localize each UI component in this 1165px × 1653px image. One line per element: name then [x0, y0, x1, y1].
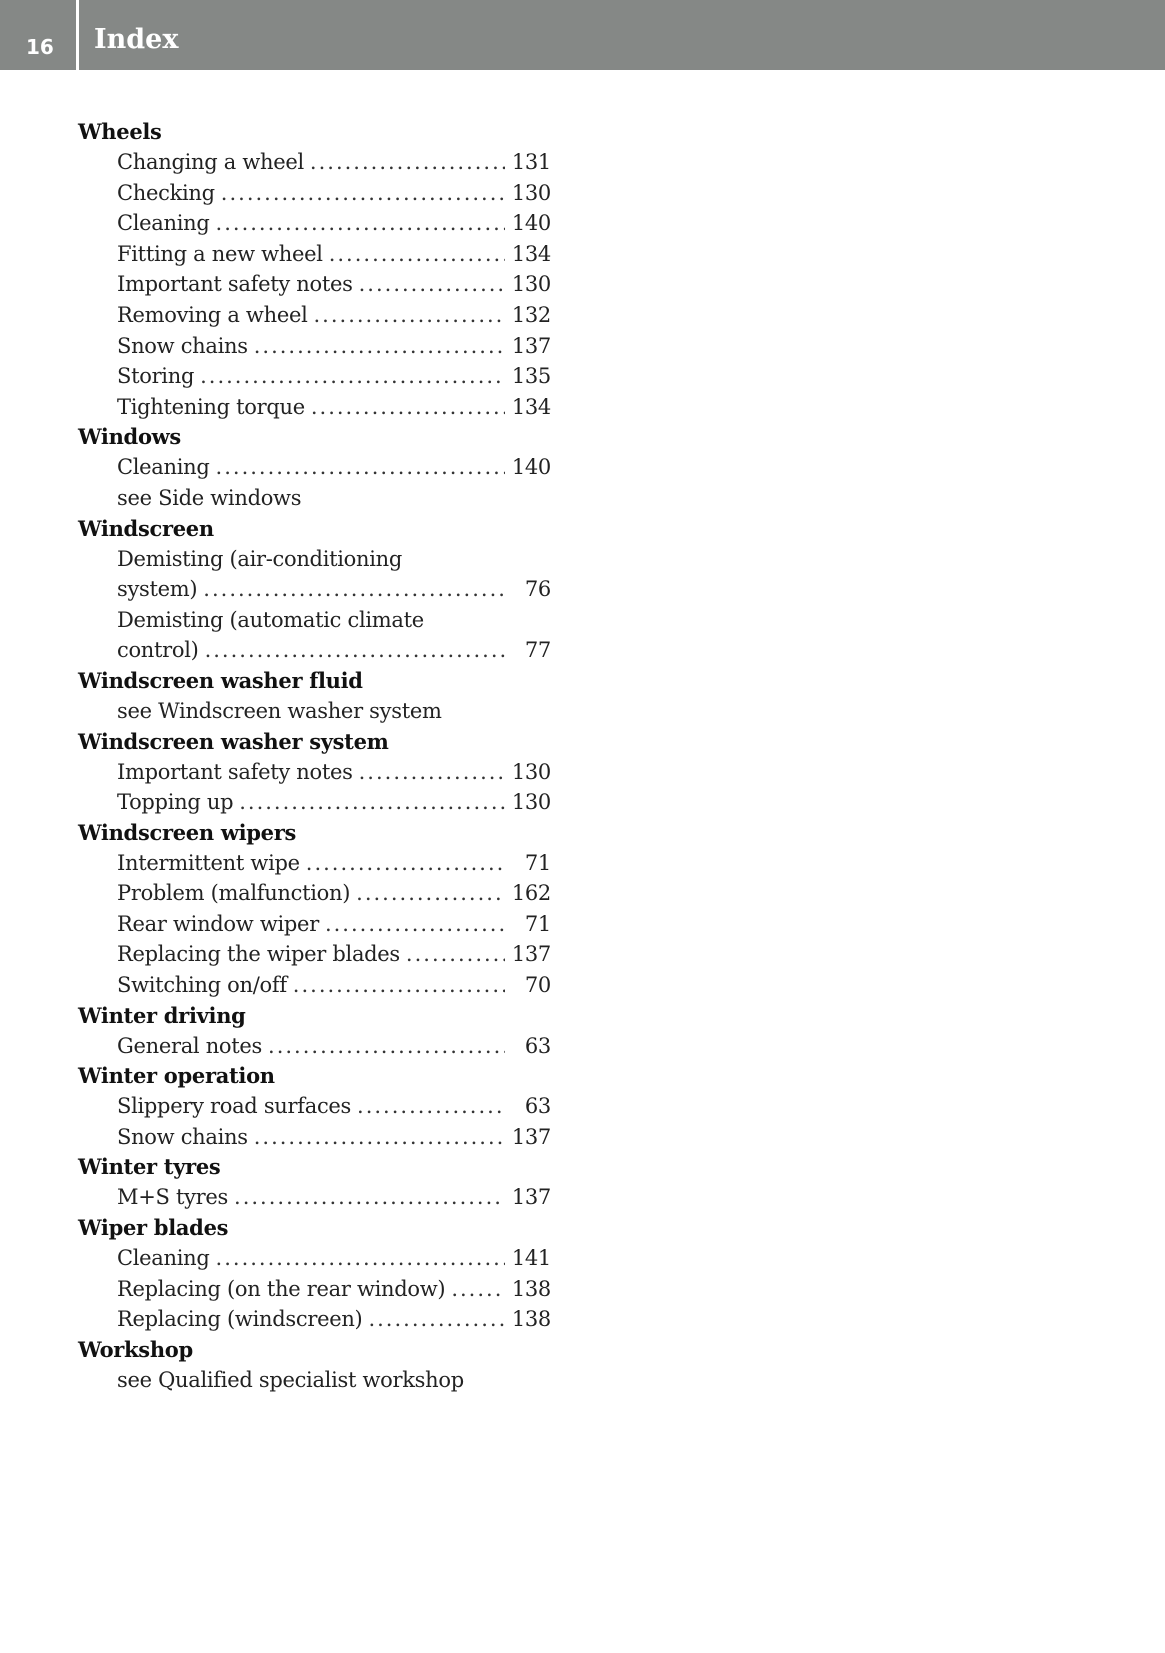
dot-leader — [314, 300, 506, 331]
index-subentry[interactable] — [78, 361, 551, 392]
index-heading: Wheels — [78, 119, 162, 144]
index-subentry[interactable] — [78, 1031, 551, 1062]
dot-leader — [293, 970, 505, 1001]
index-subentry[interactable] — [78, 269, 551, 300]
subentry-label: Changing a wheel — [117, 150, 304, 174]
page-reference[interactable]: 71 — [524, 850, 551, 875]
index-subentry[interactable] — [78, 1091, 551, 1122]
dot-leader — [216, 208, 505, 239]
dot-leader — [406, 939, 505, 970]
dot-leader — [234, 1182, 505, 1213]
index-heading: Winter tyres — [78, 1154, 221, 1180]
index-entry-windscreen-wipers — [78, 818, 551, 1001]
index-subentry[interactable] — [78, 1243, 551, 1274]
index-list — [78, 117, 551, 1395]
see-reference[interactable] — [78, 483, 551, 514]
page-reference[interactable]: 132 — [511, 302, 551, 327]
subentry-label: Tightening torque — [117, 394, 305, 419]
subentry-label: Important safety notes — [117, 272, 353, 297]
subentry-label: system) — [117, 577, 198, 602]
see-reference[interactable] — [78, 696, 551, 727]
subentry-label: Replacing the wiper blades — [117, 942, 400, 967]
subentry-label-line1: Demisting (air-conditioning — [117, 546, 403, 571]
subentry-label: Intermittent wipe — [117, 850, 300, 875]
dot-leader — [368, 1304, 505, 1335]
page-title: Index — [94, 24, 179, 55]
subentry-label: Switching on/off — [117, 973, 287, 998]
dot-leader — [239, 787, 505, 818]
subentry-label: Cleaning — [117, 211, 210, 236]
index-subentry[interactable] — [78, 787, 551, 818]
subentry-label: Slippery road surfaces — [117, 1094, 352, 1119]
index-heading: Windows — [78, 424, 181, 450]
dot-leader — [357, 1091, 505, 1122]
page-reference[interactable]: 130 — [511, 272, 551, 297]
index-subentry[interactable] — [78, 1304, 551, 1335]
page-reference[interactable]: 71 — [524, 911, 551, 936]
page-reference[interactable]: 162 — [511, 881, 551, 906]
index-subentry[interactable] — [78, 574, 551, 605]
dot-leader — [356, 878, 505, 909]
subentry-label: Snow chains — [117, 1124, 248, 1149]
subentry-label: Fitting a new wheel — [117, 241, 323, 266]
index-subentry[interactable] — [78, 208, 551, 239]
dot-leader — [311, 392, 505, 423]
index-heading: Windscreen washer fluid — [78, 667, 363, 693]
see-reference-label: see Side windows — [117, 485, 302, 510]
dot-leader — [359, 269, 505, 300]
page-reference[interactable]: 134 — [511, 241, 551, 266]
index-subentry[interactable] — [78, 878, 551, 909]
subentry-label: Cleaning — [117, 1246, 210, 1271]
page-reference[interactable]: 130 — [511, 180, 551, 205]
index-heading: Workshop — [78, 1336, 193, 1362]
subentry-label: Important safety notes — [117, 759, 353, 784]
page-reference[interactable]: 140 — [511, 455, 551, 480]
dot-leader — [254, 331, 505, 362]
page-reference[interactable]: 137 — [511, 333, 551, 358]
index-subentry[interactable] — [78, 1274, 551, 1305]
header-divider — [76, 0, 79, 70]
page-reference[interactable]: 138 — [511, 1307, 551, 1332]
page-reference[interactable]: 63 — [524, 1033, 551, 1058]
subentry-label: Checking — [117, 180, 215, 205]
index-subentry[interactable] — [78, 970, 551, 1001]
dot-leader — [254, 1122, 505, 1153]
index-heading: Windscreen washer system — [78, 728, 389, 754]
index-heading: Windscreen wipers — [78, 819, 297, 845]
page-reference[interactable]: 140 — [511, 211, 551, 236]
page-reference[interactable]: 134 — [511, 394, 551, 419]
dot-leader — [203, 574, 505, 605]
subentry-label: Snow chains — [117, 333, 248, 358]
index-subentry[interactable] — [78, 1122, 551, 1153]
subentry-label: M+S tyres — [117, 1185, 229, 1210]
page-reference[interactable]: 138 — [511, 1276, 551, 1301]
index-entry-winter-operation — [78, 1061, 551, 1152]
index-subentry[interactable] — [78, 635, 551, 666]
page-header — [0, 0, 1165, 70]
index-entry-workshop — [78, 1335, 551, 1396]
page-reference[interactable]: 137 — [511, 1185, 551, 1210]
dot-leader — [306, 848, 505, 879]
subentry-label: Storing — [117, 364, 195, 389]
index-subentry[interactable] — [78, 757, 551, 788]
page-reference[interactable]: 137 — [511, 942, 551, 967]
dot-leader — [310, 147, 505, 178]
index-subentry[interactable] — [78, 178, 551, 209]
index-heading: Windscreen — [78, 515, 214, 541]
dot-leader — [216, 1243, 505, 1274]
dot-leader — [200, 361, 505, 392]
index-subentry[interactable] — [78, 939, 551, 970]
subentry-label: Replacing (windscreen) — [117, 1307, 363, 1332]
index-subentry[interactable] — [78, 300, 551, 331]
index-entry-windscreen-washer-system — [78, 727, 551, 818]
see-reference[interactable] — [78, 1365, 551, 1396]
index-heading: Winter operation — [78, 1063, 275, 1089]
page-reference[interactable]: 131 — [511, 150, 551, 174]
subentry-label: Removing a wheel — [117, 302, 308, 327]
index-subentry[interactable] — [78, 239, 551, 270]
dot-leader — [329, 239, 505, 270]
dot-leader — [451, 1274, 505, 1305]
dot-leader — [268, 1031, 505, 1062]
index-subentry[interactable] — [78, 909, 551, 940]
index-entry-wheels — [78, 117, 551, 422]
index-entry-winter-tyres — [78, 1152, 551, 1213]
page-reference[interactable]: 63 — [524, 1094, 551, 1119]
page-reference[interactable]: 130 — [511, 790, 551, 815]
dot-leader — [205, 635, 505, 666]
dot-leader — [216, 452, 505, 483]
see-reference-label: see Qualified specialist workshop — [117, 1367, 464, 1392]
index-entry-windows — [78, 422, 551, 513]
subentry-label: General notes — [117, 1033, 263, 1058]
index-subentry[interactable] — [78, 331, 551, 362]
index-entry-windscreen — [78, 514, 551, 666]
subentry-label: control) — [117, 638, 199, 663]
subentry-label: Rear window wiper — [117, 911, 319, 936]
index-entry-winter-driving — [78, 1001, 551, 1062]
page-reference[interactable]: 135 — [511, 364, 551, 389]
subentry-label: Topping up — [117, 790, 234, 815]
page-reference[interactable]: 130 — [511, 759, 551, 784]
subentry-label: Cleaning — [117, 455, 210, 480]
dot-leader — [325, 909, 505, 940]
index-heading: Wiper blades — [78, 1215, 229, 1241]
index-subentry[interactable] — [78, 848, 551, 879]
subentry-label-line1: Demisting (automatic climate — [117, 607, 424, 632]
page-reference[interactable]: 137 — [511, 1124, 551, 1149]
see-reference-label: see Windscreen washer system — [117, 698, 442, 723]
index-subentry[interactable] — [78, 392, 551, 423]
index-entry-windscreen-washer-fluid — [78, 666, 551, 727]
page-reference[interactable]: 76 — [524, 577, 551, 602]
index-subentry[interactable] — [78, 1182, 551, 1213]
dot-leader — [359, 757, 505, 788]
index-subentry[interactable] — [78, 147, 551, 178]
page-reference[interactable]: 141 — [511, 1246, 551, 1271]
index-heading: Winter driving — [78, 1002, 246, 1028]
index-entry-wiper-blades — [78, 1213, 551, 1335]
subentry-label: Problem (malfunction) — [117, 881, 351, 906]
subentry-label: Replacing (on the rear window) — [117, 1276, 446, 1301]
index-subentry[interactable] — [78, 452, 551, 483]
page-number: 16 — [26, 35, 54, 59]
dot-leader — [221, 178, 505, 209]
page-reference[interactable]: 70 — [524, 973, 551, 998]
page-reference[interactable]: 77 — [524, 638, 551, 663]
